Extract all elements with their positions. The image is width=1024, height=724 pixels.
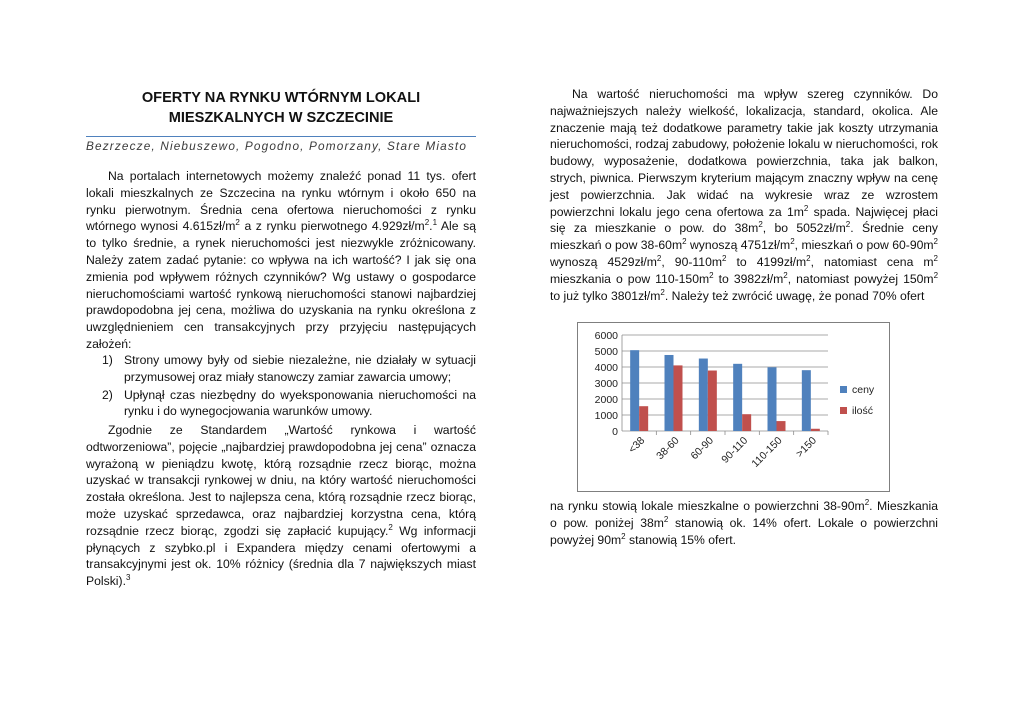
footnote-ref-3: 3 <box>125 573 131 583</box>
y-tick-label: 5000 <box>594 346 618 358</box>
footnote-ref-2: 2 <box>388 522 393 532</box>
bar-ceny-38-60 <box>665 355 674 431</box>
standard-paragraph: Zgodnie ze Standardem „Wartość rynkowa i wartość odtworzeniowa”, pojęcie „najbardziej prawdopodobna jej cena” oznacza wyrażoną w pieniądzu kwotę, którą rozsądnie rzecz biorąc, można uzyskać w transakcji rynkowej w dniu, na który wartość nieruchomości została określona. Jest to najlepsza cena, którą rozsądnie rzecz biorąc, może uzyskać sprzedawca, oraz najbardziej korzystna cena, którą rozsądnie rzecz biorąc, zgodzi się zapłacić kupujący.$^2$ Wg informacji płynących z szybko.pl i Expandera między cenami ofertowymi a transakcyjnymi jest ok. 10% różnicy (średnia dla 7 największych miast Polski).$^3$ <box>86 423 476 589</box>
legend-swatch-ilość <box>840 407 847 414</box>
offers-share-paragraph: na rynku stowią lokale mieszkalne o powierzchni $38-90m^2$. Mieszkania o pow. poniżej $38m^2$ stanowią ok. 14% ofert. Lokale o powierzchni powyżej $90m^2$ stanowią 15% ofert. <box>550 497 938 547</box>
price-area-chart <box>577 322 890 492</box>
bar-ilość-60-90 <box>708 371 717 431</box>
bar-ilość-110-150 <box>777 421 786 431</box>
intro-paragraph: Na portalach internetowych możemy znaleźć ponad 11 tys. ofert lokali mieszkalnych ze Szczecina na rynku wtórnym i około 650 na rynku pierwotnym. Średnia cena ofertowa nieruchomości z rynku wtórnego wynosi $4.615zł/m^2$ a z rynku pierwotnego $4.929zł/m^2.^1$ Ale są to tylko średnie, a rynek nieruchomości jest niezwykle zróżnicowany. Należy zatem zadać pytanie: co wpływa na ich wartość? I jak się ona zmienia pod wpływem różnych czynników? Wg ustawy o gospodarce nieruchomościami wartość rynkową nieruchomości stanowi najbardziej prawdopodobna jej cena, możliwa do uzyskania na rynku określona z uwzględnieniem cen transakcyjnych przy przyjęciu następujących założeń: <box>86 169 477 351</box>
bar-ilość-<38 <box>639 406 648 431</box>
y-tick-label: 0 <box>612 426 618 438</box>
document-title: OFERTY NA RYNKU WTÓRNYM LOKALI MIESZKALNYCH W SZCZECINIE <box>141 90 421 126</box>
bar-ceny-90-110 <box>733 364 742 431</box>
y-tick-label: 4000 <box>594 362 618 374</box>
bar-ceny-110-150 <box>768 367 777 431</box>
bar-ceny->150 <box>802 370 811 431</box>
legend-label-ceny: ceny <box>852 384 875 396</box>
y-tick-label: 1000 <box>594 410 618 422</box>
factors-paragraph: Na wartość nieruchomości ma wpływ szereg czynników. Do najważniejszych należy wielkość, lokalizacja, standard, okolica. Ale znaczenie mają też dodatkowe parametry takie jak koszty utrzymania nieruchomości, rodzaj zabudowy, położenie lokalu w nieruchomości, rok budowy, wyposażenie, dodatkowa powierzchnia, taka jak balkon, strych, piwnica. Pierwszym kryterium mającym znaczny wpływ na cenę jest powierzchnia. Jak widać na wykresie wraz ze wzrostem powierzchni lokalu jego cena ofertowa za $1m^2$ spada. Najwięcej płaci się za mieszkanie o pow. do $38m^2$, bo $5052zł/m^2$. Średnie ceny mieszkań o pow $38-60m^2$ wynoszą $4751zł/m^2$, mieszkań o pow $60-90m^2$ wynoszą $4529zł/m^2$, $90-110m^2$ to $4199zł/m^2$, natomiast cena $m^2$ mieszkania o pow $110-150m^2$ to $3982zł/m^2$, natomiast powyżej $150m^2$ to już tylko $3801zł/m^2$. Należy też zwrócić uwagę, że ponad 70% ofert <box>550 87 939 303</box>
bar-ceny-<38 <box>630 350 639 431</box>
x-tick-label: 38-60 <box>654 434 682 463</box>
chart-svg <box>578 323 889 491</box>
x-tick-label: <38 <box>626 434 648 456</box>
x-tick-label: 60-90 <box>688 434 716 463</box>
y-tick-label: 6000 <box>594 330 618 342</box>
legend-label-ilość: ilość <box>852 405 874 417</box>
bar-ilość-90-110 <box>742 414 751 431</box>
list-item: 1) Strony umowy były od siebie niezależne, nie działały w sytuacji przymusowej oraz miały stanowczy zamiar zawarcia umowy; <box>102 353 476 384</box>
document-subtitle: Bezrzecze, Niebuszewo, Pogodno, Pomorzany, Stare Miasto <box>86 136 476 154</box>
assumptions-list <box>86 352 476 421</box>
legend-swatch-ceny <box>840 386 847 393</box>
bar-ilość->150 <box>811 429 820 431</box>
footnote-ref-1: 1 <box>432 218 438 228</box>
x-tick-label: 110-150 <box>749 434 785 470</box>
y-tick-label: 2000 <box>594 394 618 406</box>
list-item: 2) Upłynął czas niezbędny do wyeksponowania nieruchomości na rynku i do wynegocjowania warunków umowy. <box>102 387 476 419</box>
bar-ilość-38-60 <box>674 365 683 431</box>
bar-ceny-60-90 <box>699 359 708 431</box>
x-tick-label: 90-110 <box>719 434 751 466</box>
y-tick-label: 3000 <box>594 378 618 390</box>
x-tick-label: >150 <box>793 434 819 460</box>
